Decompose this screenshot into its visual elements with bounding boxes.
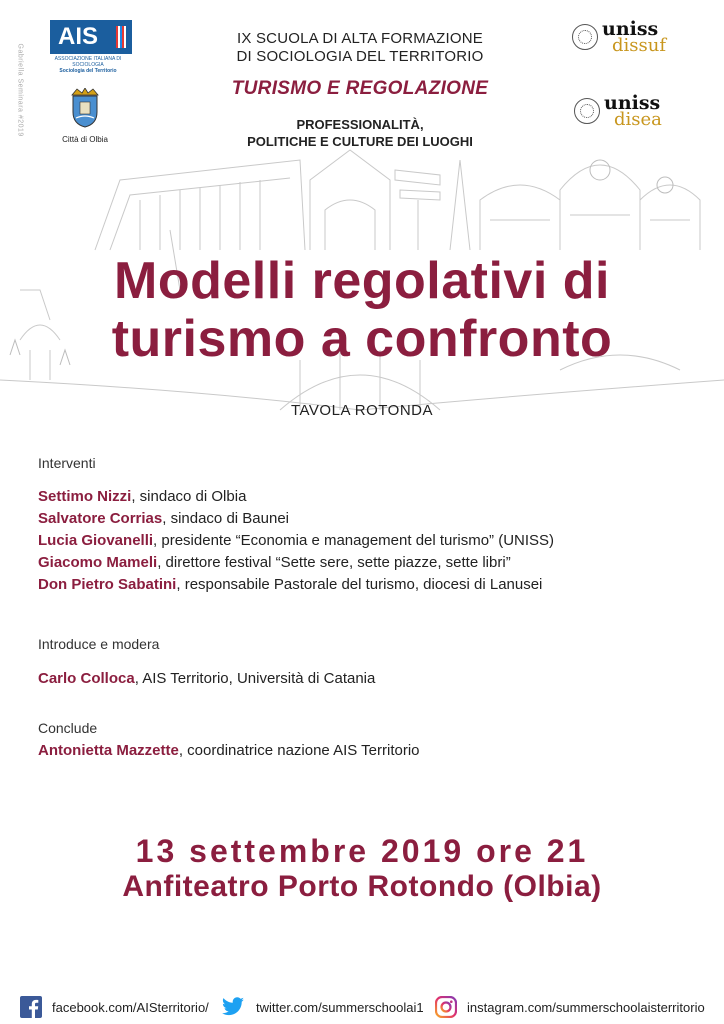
event-date: 13 settembre 2019 ore 21: [135, 833, 589, 869]
twitter-link[interactable]: [220, 996, 435, 1018]
school-subtitle: [170, 116, 550, 150]
event-title: [20, 252, 704, 368]
concluder-name: Antonietta Mazzette: [38, 742, 179, 759]
subtitle-line2: POLITICHE E CULTURE DEI LUOGHI: [247, 134, 473, 149]
speaker-name: Settimo Nizzi: [38, 488, 132, 505]
speaker-role: , presidente “Economia e management del turismo” (UNISS): [153, 532, 555, 549]
conclude-label: Conclude: [38, 720, 98, 736]
speaker-name: Giacomo Mameli: [38, 554, 158, 571]
event-title-line1: Modelli regolativi di: [114, 252, 610, 310]
illustration-credit: Gabriella Seminara #2019: [16, 43, 24, 137]
moderator: [38, 668, 708, 690]
speaker-name: Salvatore Corrias: [38, 510, 163, 527]
school-theme: TURISMO E REGOLAZIONE: [231, 78, 489, 99]
moderator-role: , AIS Territorio, Università di Catania: [134, 670, 376, 687]
event-venue: Anfiteatro Porto Rotondo (Olbia): [122, 870, 602, 903]
speaker-role: , responsabile Pastorale del turismo, diocesi di Lanusei: [176, 576, 543, 593]
facebook-url[interactable]: facebook.com/AISterritorio/: [52, 999, 209, 1015]
facebook-icon: [20, 996, 42, 1018]
speaker-role: , sindaco di Olbia: [131, 488, 247, 505]
social-footer: [20, 992, 710, 1022]
subtitle-line1: PROFESSIONALITÀ,: [296, 117, 424, 132]
instagram-icon: [435, 996, 457, 1018]
list-item: [38, 530, 708, 552]
event-title-line2: turismo a confronto: [111, 310, 613, 368]
olbia-label: Città di Olbia: [62, 135, 108, 144]
speaker-role: , sindaco di Baunei: [162, 510, 289, 527]
list-item: [38, 486, 708, 508]
twitter-icon: [220, 996, 246, 1018]
speakers-list: [38, 486, 708, 596]
list-item: [38, 508, 708, 530]
event-kind: TAVOLA ROTONDA: [290, 402, 434, 419]
header-text: [170, 30, 550, 150]
ais-logo-text: AIS: [58, 23, 99, 50]
uniss-dept-name: dissuf: [612, 35, 667, 56]
ais-logo: [50, 20, 126, 74]
olbia-logo: [60, 88, 110, 144]
speakers-label: Interventi: [38, 455, 96, 471]
uniss-dissuf-logo: [572, 20, 692, 54]
ais-flag-icon: [116, 26, 126, 48]
school-name-line2: DI SOCIOLOGIA DEL TERRITORIO: [236, 48, 484, 65]
uniss-dept-name: disea: [614, 109, 662, 130]
uniss-disea-logo: [574, 94, 694, 128]
ais-logo-mark: [50, 20, 132, 54]
ais-logo-subtitle: [50, 56, 126, 74]
twitter-url[interactable]: twitter.com/summerschoolai1: [256, 999, 424, 1015]
list-item: [38, 552, 708, 574]
moderator-name: Carlo Colloca: [38, 670, 135, 687]
speaker-name: Don Pietro Sabatini: [38, 576, 177, 593]
facebook-link[interactable]: [20, 996, 220, 1018]
instagram-url[interactable]: instagram.com/summerschoolaisterritorio: [467, 999, 705, 1015]
moderator-label: Introduce e modera: [38, 636, 160, 652]
list-item: [38, 574, 708, 596]
olbia-crest-icon: [68, 88, 102, 128]
concluder: [38, 740, 708, 762]
uniss-seal-icon: [572, 24, 598, 50]
ais-logo-sub1: ASSOCIAZIONE ITALIANA DI SOCIOLOGIA: [54, 56, 122, 68]
uniss-word: uniss: [604, 92, 661, 114]
school-name-line1: IX SCUOLA DI ALTA FORMAZIONE: [237, 30, 483, 47]
uniss-seal-icon: [574, 98, 600, 124]
speaker-role: , direttore festival “Sette sere, sette piazze, sette libri”: [157, 554, 511, 571]
uniss-word: uniss: [602, 18, 659, 40]
instagram-link[interactable]: [435, 996, 705, 1018]
concluder-role: , coordinatrice nazione AIS Territorio: [178, 742, 420, 759]
ais-logo-sub2: Sociologia del Territorio: [59, 68, 117, 74]
speaker-name: Lucia Giovanelli: [38, 532, 154, 549]
